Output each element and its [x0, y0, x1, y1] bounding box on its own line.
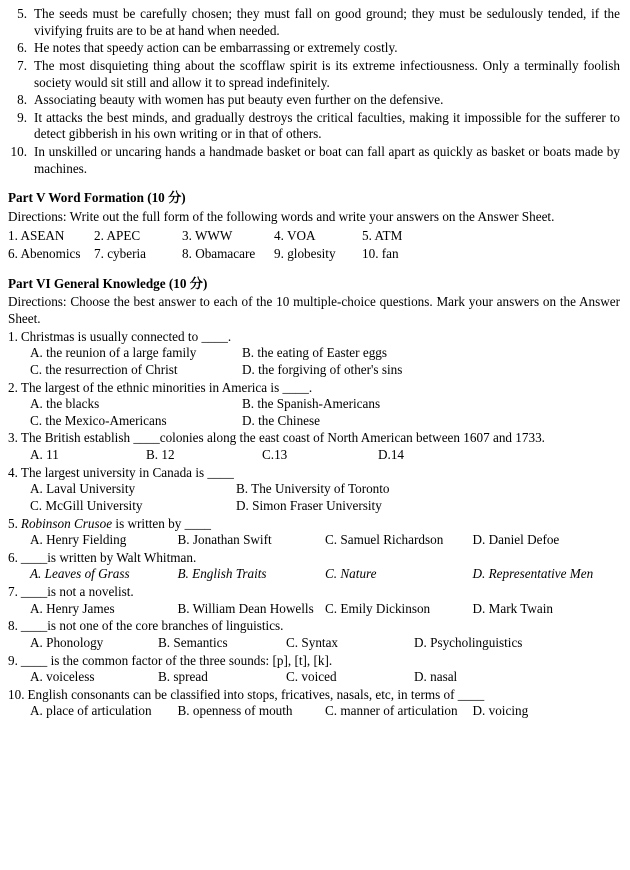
option[interactable]: A. Phonology: [30, 634, 104, 650]
option[interactable]: A. place of articulation: [30, 703, 152, 719]
option[interactable]: C.13: [262, 447, 288, 462]
part-v-directions: Directions: Write out the full form of the following words and write your answers on the Answer Sheet.: [8, 208, 555, 224]
item-text: The seeds must be carefully chosen; they must fall on good ground; they must be sedulously tended, if the vivifying fruits are to be at hand when needed.: [34, 6, 620, 38]
option-row: [8, 703, 620, 720]
option-row: [8, 396, 620, 413]
word-item: 5. ATM: [362, 227, 403, 243]
word-item: 3. WWW: [182, 227, 233, 243]
question-number: 5.: [8, 515, 18, 531]
question-text: ____is written by Walt Whitman.: [20, 549, 197, 565]
part-vi-directions: Directions: Choose the best answer to each of the 10 multiple-choice questions. Mark your answers on the Answer Sheet.: [8, 294, 620, 326]
question: [8, 329, 620, 346]
option[interactable]: C. manner of articulation: [325, 703, 458, 719]
option[interactable]: D. Mark Twain: [472, 600, 554, 616]
question: [8, 550, 620, 567]
option[interactable]: C. Samuel Richardson: [325, 532, 444, 548]
option[interactable]: D. Representative Men: [472, 566, 594, 582]
option[interactable]: C. Emily Dickinson: [325, 600, 431, 616]
word-formation-row: [8, 228, 620, 245]
question-number: 3.: [8, 430, 18, 446]
list-item: [8, 144, 620, 177]
question-text: Christmas is usually connected to ____.: [20, 328, 232, 344]
item-number: 7.: [17, 57, 27, 73]
option[interactable]: C. Nature: [325, 566, 377, 582]
item-number: 10.: [10, 144, 27, 159]
option[interactable]: B. spread: [158, 669, 208, 685]
option[interactable]: A. the blacks: [30, 396, 100, 412]
question-text: ____ is the common factor of the three sounds: [p], [t], [k].: [20, 652, 333, 668]
question-text-rest: is written by ____: [112, 515, 212, 531]
word-item: 1. ASEAN: [8, 227, 65, 243]
question-title-italic: Robinson Crusoe: [20, 515, 113, 531]
part-vi-heading: Part VI General Knowledge (10 分): [8, 275, 208, 291]
list-item: [8, 6, 620, 39]
item-number: 9.: [17, 109, 27, 125]
word-item: 4. VOA: [274, 227, 316, 243]
word-formation-row: [8, 246, 620, 263]
option[interactable]: D. nasal: [414, 669, 458, 685]
option[interactable]: A. Henry Fielding: [30, 532, 127, 548]
question: [8, 687, 620, 704]
option[interactable]: B. the Spanish-Americans: [242, 396, 381, 412]
option[interactable]: A. Henry James: [30, 600, 115, 616]
option-row: [8, 498, 620, 515]
option[interactable]: B. The University of Toronto: [236, 481, 390, 497]
option[interactable]: D. voicing: [472, 703, 529, 719]
word-item: 2. APEC: [94, 227, 141, 243]
item-number: 8.: [17, 92, 27, 108]
option[interactable]: A. Laval University: [30, 481, 136, 497]
question: [8, 653, 620, 670]
option[interactable]: D.14: [378, 447, 405, 462]
option[interactable]: C. McGill University: [30, 497, 143, 513]
question: [8, 430, 620, 447]
question-text: English consonants can be classified into stops, fricatives, nasals, etc, in terms of ____: [27, 686, 485, 702]
option[interactable]: B. English Traits: [177, 566, 267, 582]
option[interactable]: B. the eating of Easter eggs: [242, 345, 388, 361]
part-v-heading: Part V Word Formation (10 分): [8, 190, 186, 206]
question-number: 2.: [8, 379, 18, 395]
option[interactable]: A. 11: [30, 447, 59, 462]
item-text: The most disquieting thing about the scofflaw spirit is its extreme infectiousness. Only a terminally foolish society would sit still and allow it to spread indefinitely.: [34, 57, 620, 90]
option[interactable]: B. Semantics: [158, 634, 228, 650]
word-item: 7. cyberia: [94, 246, 146, 262]
option[interactable]: A. the reunion of a large family: [30, 345, 197, 361]
question-text: The largest university in Canada is ____: [20, 464, 234, 480]
word-item: 9. globesity: [274, 246, 336, 262]
item-text: In unskilled or uncaring hands a handmade basket or boat can fall apart as quickly as basket or boats made by machines.: [34, 144, 620, 176]
option[interactable]: D. Daniel Defoe: [472, 532, 560, 548]
question-number: 7.: [8, 584, 18, 599]
question-text: The largest of the ethnic minorities in America is ____.: [20, 379, 313, 395]
question-number: 6.: [8, 549, 18, 565]
list-item: [8, 58, 620, 91]
option[interactable]: B. William Dean Howells: [177, 600, 314, 616]
option-row: [8, 566, 620, 583]
option[interactable]: D. the Chinese: [242, 412, 321, 428]
question-number: 9.: [8, 652, 18, 668]
list-item: [8, 92, 620, 109]
option[interactable]: D. Simon Fraser University: [236, 497, 382, 513]
question: [8, 465, 620, 482]
option[interactable]: C. voiced: [286, 669, 337, 685]
list-item: [8, 40, 620, 57]
option-row: [8, 635, 620, 652]
option[interactable]: B. Jonathan Swift: [177, 532, 272, 548]
option[interactable]: B. 12: [146, 447, 175, 462]
option-row: [8, 532, 620, 549]
item-text: It attacks the best minds, and gradually destroys the critical faculties, making it impossible for the sufferer to detect gibberish in his own writing or in that of others.: [34, 109, 620, 142]
question-text: ____is not a novelist.: [20, 584, 134, 599]
option-row: [8, 669, 620, 686]
question-number: 1.: [8, 328, 18, 344]
option-row: [8, 362, 620, 379]
question-text: The British establish ____colonies along the east coast of North American between 1607 and 1733.: [20, 430, 545, 446]
question: [8, 516, 620, 533]
option[interactable]: D. Psycholinguistics: [414, 634, 523, 650]
list-item: [8, 110, 620, 143]
question-number: 4.: [8, 464, 18, 480]
option-row: [8, 601, 620, 618]
option[interactable]: B. openness of mouth: [177, 703, 293, 719]
option[interactable]: C. the resurrection of Christ: [30, 361, 178, 377]
question-text: [21, 516, 620, 533]
question-text: ____is not one of the core branches of linguistics.: [20, 618, 284, 634]
question: [8, 584, 620, 601]
option-row: [8, 447, 620, 464]
item-number: 5.: [17, 6, 27, 21]
translation-list: [8, 6, 620, 177]
option[interactable]: D. the forgiving of other's sins: [242, 361, 403, 377]
option[interactable]: C. the Mexico-Americans: [30, 412, 167, 428]
question-number: 10.: [8, 686, 25, 702]
word-item: 10. fan: [362, 246, 399, 262]
option-row: [8, 413, 620, 430]
word-item: 8. Obamacare: [182, 246, 256, 262]
word-item: 6. Abenomics: [8, 246, 81, 262]
option[interactable]: C. Syntax: [286, 634, 339, 650]
item-number: 6.: [17, 40, 27, 56]
option[interactable]: A. Leaves of Grass: [30, 566, 130, 582]
item-text: He notes that speedy action can be embarrassing or extremely costly.: [34, 40, 398, 56]
question: [8, 380, 620, 397]
option[interactable]: A. voiceless: [30, 669, 95, 685]
option-row: [8, 481, 620, 498]
option-row: [8, 345, 620, 362]
question: [8, 618, 620, 635]
question-number: 8.: [8, 618, 18, 634]
item-text: Associating beauty with women has put beauty even further on the defensive.: [34, 92, 444, 108]
